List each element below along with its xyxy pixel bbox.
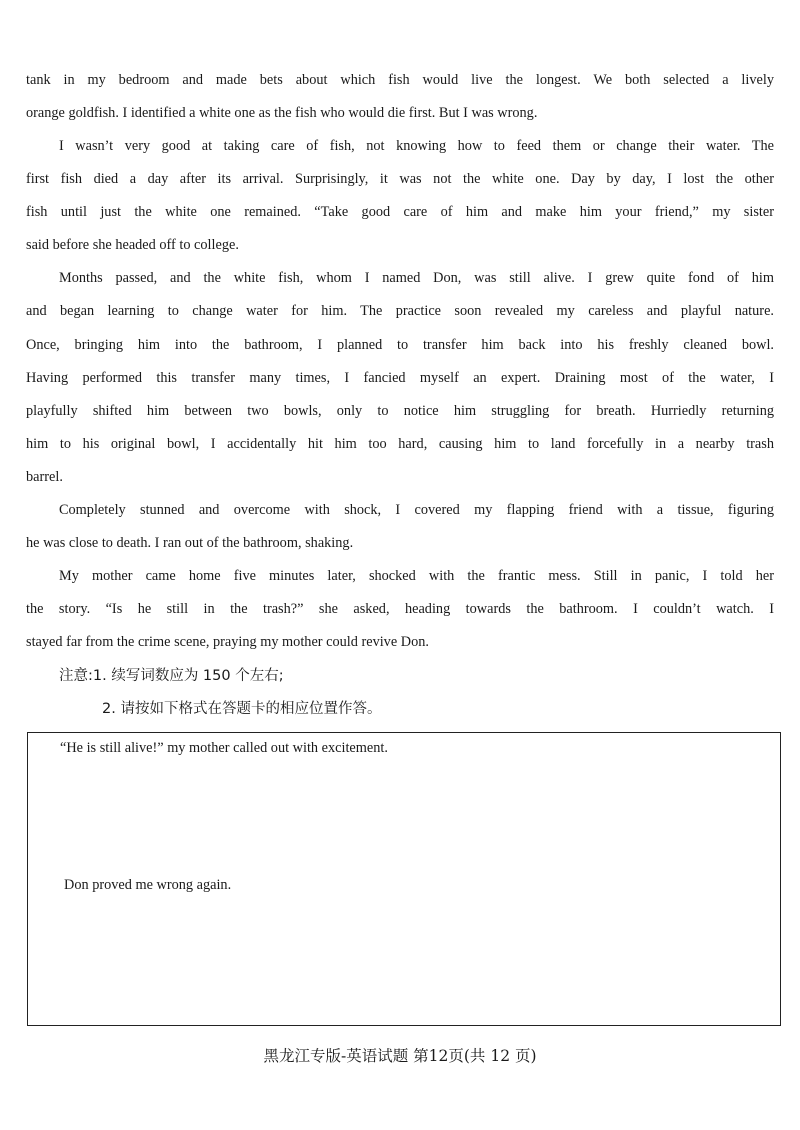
answer-box[interactable] [27,732,781,1026]
passage-line: the story. “Is he still in the trash?” she asked, heading towards the bathroom. I couldn’t watch. I [26,601,774,617]
passage-line: playfully shifted him between two bowls, only to notice him struggling for breath. Hurriedly returning [26,403,774,419]
passage-line: barrel. [26,469,63,485]
passage-line: Completely stunned and overcome with shock, I covered my flapping friend with a tissue, figuring [59,502,774,518]
passage-line: he was close to death. I ran out of the bathroom, shaking. [26,535,354,551]
page-footer: 黑龙江专版-英语试题 第12页(共 12 页) [263,1047,537,1065]
passage-line: orange goldfish. I identified a white one as the fish who would die first. But I was wrong. [26,105,538,121]
passage-line: My mother came home five minutes later, shocked with the frantic mess. Still in panic, I told her [59,568,774,584]
passage-line: stayed far from the crime scene, praying my mother could revive Don. [26,634,429,650]
note-answer-format: 2. 请按如下格式在答题卡的相应位置作答。 [102,701,382,717]
passage-line: Months passed, and the white fish, whom I named Don, was still alive. I grew quite fond of him [59,270,774,286]
passage-line: and began learning to change water for him. The practice soon revealed my careless and playful nature. [26,303,774,319]
passage-line: fish until just the white one remained. “Take good care of him and make him your friend,” my sister [26,204,774,220]
passage-line: said before she headed off to college. [26,237,239,253]
passage-line: him to his original bowl, I accidentally hit him too hard, causing him to land forcefully in a nearby trash [26,436,774,452]
answer-second-paragraph-line: Don proved me wrong again. [64,877,232,893]
passage-line: Having performed this transfer many times, I fancied myself an expert. Draining most of the water, I [26,370,774,386]
answer-opening-line: “He is still alive!” my mother called out with excitement. [60,740,388,756]
passage-line: tank in my bedroom and made bets about which fish would live the longest. We both selected a lively [26,72,774,88]
passage-line: Once, bringing him into the bathroom, I planned to transfer him back into his freshly cleaned bowl. [26,337,774,353]
note-word-count: 注意:1. 续写词数应为 150 个左右; [59,668,284,684]
passage-line: I wasn’t very good at taking care of fish, not knowing how to feed them or change their water. The [59,138,774,154]
passage-line: first fish died a day after its arrival. Surprisingly, it was not the white one. Day by day, I lost the other [26,171,774,187]
